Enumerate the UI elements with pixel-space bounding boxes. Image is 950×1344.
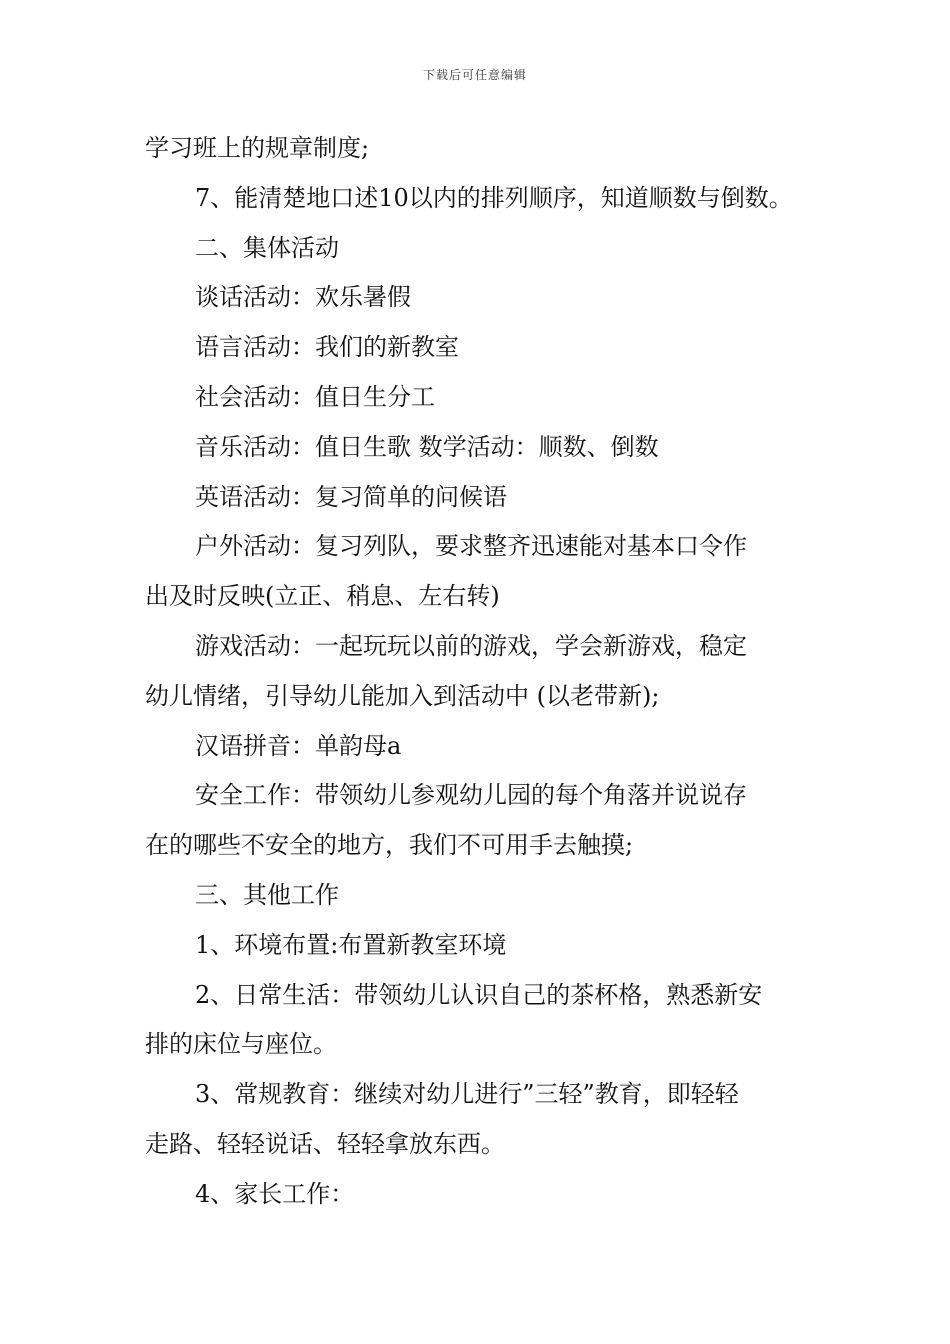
text-line: 7、能清楚地口述10以内的排列顺序，知道顺数与倒数。: [195, 183, 793, 212]
page-header: 下载后可任意编辑: [422, 68, 527, 82]
text-line: 走路、轻轻说话、轻轻拿放东西。: [145, 1129, 505, 1158]
text-line: 社会活动：值日生分工: [195, 382, 435, 411]
text-line: 安全工作：带领幼儿参观幼儿园的每个角落并说说存: [195, 781, 747, 810]
text-line: 出及时反映(立正、稍息、左右转): [145, 582, 500, 611]
text-line: 学习班上的规章制度;: [145, 134, 370, 162]
text-line: 英语活动：复习简单的问候语: [195, 482, 507, 511]
text-line: 2、日常生活：带领幼儿认识自己的茶杯格，熟悉新安: [195, 980, 763, 1009]
text-line: 语言活动：我们的新教室: [195, 333, 459, 362]
text-line: 游戏活动：一起玩玩以前的游戏，学会新游戏，稳定: [195, 631, 747, 660]
text-line: 汉语拼音：单韵母a: [195, 731, 402, 760]
text-line: 幼儿情绪，引导幼儿能加入到活动中 (以老带新);: [145, 681, 660, 710]
text-line: 音乐活动：值日生歌 数学活动：顺数、倒数: [195, 432, 659, 461]
text-line: 3、常规教育：继续对幼儿进行”三轻”教育，即轻轻: [195, 1080, 739, 1109]
section-heading: 二、集体活动: [195, 233, 339, 262]
text-line: 户外活动：复习列队，要求整齐迅速能对基本口令作: [195, 532, 747, 561]
text-line: 4、家长工作：: [195, 1179, 355, 1208]
document-body: [145, 124, 815, 1220]
text-line: 在的哪些不安全的地方，我们不可用手去触摸;: [145, 831, 634, 860]
text-line: 1、环境布置:布置新教室环境: [195, 930, 507, 959]
section-heading: 三、其他工作: [195, 880, 339, 909]
text-line: 排的床位与座位。: [145, 1030, 337, 1059]
text-line: 谈话活动：欢乐暑假: [195, 283, 411, 312]
